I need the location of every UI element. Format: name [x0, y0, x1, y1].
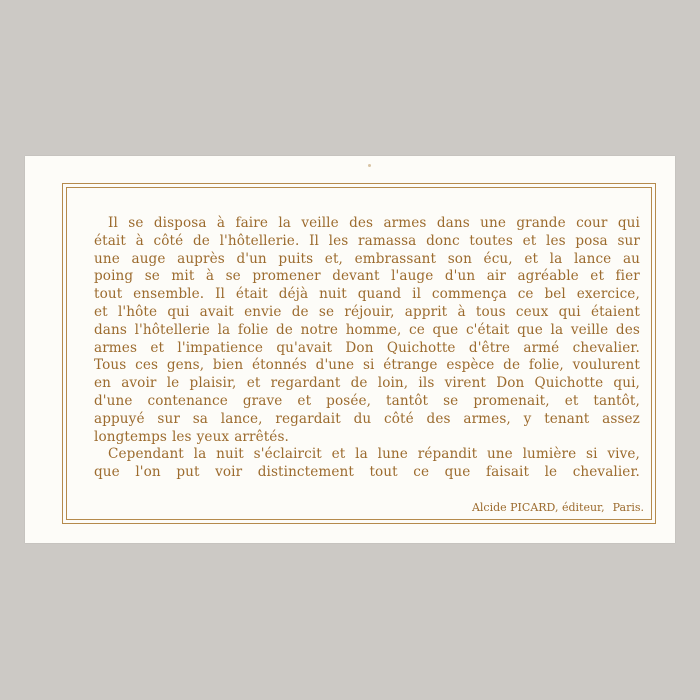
- word: puits: [278, 250, 314, 267]
- word: l'on: [135, 464, 161, 481]
- word: plaisir,: [189, 375, 237, 392]
- word: armes,: [463, 410, 511, 427]
- text-line: [94, 357, 640, 375]
- word: promenait,: [473, 392, 550, 409]
- word: l'hôte: [117, 303, 158, 320]
- word: se: [443, 392, 459, 409]
- word: Il: [215, 286, 225, 303]
- word: étaient: [590, 303, 640, 320]
- word: fier: [615, 268, 640, 285]
- word: des: [349, 215, 374, 231]
- word: tantôt: [386, 392, 429, 409]
- text-line: [94, 429, 640, 447]
- text-line: [94, 464, 640, 482]
- word: en: [94, 375, 111, 392]
- word: poing: [94, 268, 134, 285]
- word: promener: [252, 268, 321, 285]
- word: apprit: [404, 303, 448, 320]
- printed-card: [25, 156, 675, 543]
- word: des: [426, 410, 451, 427]
- word: qu'avait: [276, 339, 333, 356]
- text-line: [94, 286, 640, 304]
- word: contenance: [147, 392, 228, 409]
- word: d'un: [444, 268, 476, 285]
- word: voulurent: [572, 357, 640, 374]
- word: auprès: [177, 250, 225, 267]
- word: veille: [301, 215, 339, 231]
- word: y: [523, 410, 532, 427]
- word: commença: [431, 286, 507, 303]
- word: embrassant: [354, 250, 437, 267]
- word: les: [546, 232, 566, 249]
- text-line: [94, 393, 640, 411]
- word: si: [362, 357, 375, 374]
- word: exercice,: [576, 286, 640, 303]
- word: lune: [377, 446, 408, 463]
- word: Il: [309, 232, 319, 249]
- text-line: [94, 233, 640, 251]
- word: sa: [192, 410, 208, 427]
- word: tout: [94, 286, 123, 303]
- word: cour: [576, 215, 608, 231]
- word: notre: [300, 321, 339, 338]
- word: les: [328, 232, 349, 249]
- word: ce: [413, 464, 430, 481]
- word: une: [480, 215, 506, 231]
- word: regardant: [270, 375, 341, 392]
- word: que: [94, 464, 120, 481]
- word: et: [150, 339, 165, 356]
- word: côté: [153, 232, 184, 249]
- word: dans: [436, 215, 470, 231]
- word: son: [447, 250, 472, 267]
- word: au: [622, 250, 640, 267]
- publisher-name: Alcide PICARD, éditeur,: [471, 501, 605, 514]
- word: voir: [215, 464, 243, 481]
- word: la: [278, 215, 291, 231]
- word: qui: [617, 215, 640, 231]
- word: étrange: [383, 357, 438, 374]
- word: homme,: [345, 321, 402, 338]
- word: sur: [617, 232, 640, 249]
- word: du: [353, 410, 372, 427]
- word: loin,: [377, 375, 409, 392]
- word: de: [503, 357, 521, 374]
- word: les: [171, 428, 192, 445]
- word: une: [486, 446, 513, 463]
- word: d'une: [315, 357, 355, 374]
- word: ces: [135, 357, 159, 374]
- word: sur: [157, 410, 180, 427]
- text-line: [94, 268, 640, 286]
- word: de: [291, 303, 309, 320]
- word: à: [216, 215, 226, 231]
- word: de: [276, 321, 293, 338]
- word: et: [246, 375, 261, 392]
- word: et: [524, 250, 539, 267]
- word: bien: [212, 357, 244, 374]
- word: ramassa: [358, 232, 417, 249]
- paper-speck: [368, 164, 371, 167]
- word: posa: [575, 232, 608, 249]
- word: la: [217, 321, 231, 338]
- word: le: [544, 464, 558, 481]
- word: la: [193, 446, 207, 463]
- word: l'impatience: [177, 339, 264, 356]
- word: air: [486, 268, 506, 285]
- word: d'un: [236, 250, 267, 267]
- word: s'éclaircit: [253, 446, 322, 463]
- word: et: [522, 232, 537, 249]
- word: et: [297, 392, 312, 409]
- word: qui: [167, 303, 190, 320]
- word: Quichotte: [386, 339, 456, 356]
- word: ce: [517, 286, 534, 303]
- word: tous: [475, 303, 506, 320]
- word: devant: [332, 268, 380, 285]
- word: put: [176, 464, 200, 481]
- word: la: [355, 446, 368, 463]
- word: lance: [573, 250, 612, 267]
- word: appuyé: [94, 410, 145, 427]
- word: Don: [345, 339, 374, 356]
- word: des: [615, 321, 640, 338]
- word: lance,: [220, 410, 263, 427]
- word: longtemps: [94, 428, 167, 445]
- word: tantôt,: [593, 392, 640, 409]
- text-line: [94, 411, 640, 429]
- word: armes: [383, 215, 427, 231]
- word: d'une: [94, 392, 133, 409]
- word: Quichotte: [534, 375, 604, 392]
- word: répandit: [417, 446, 478, 463]
- word: la: [549, 250, 563, 267]
- word: si: [586, 446, 598, 463]
- publisher-city: Paris.: [612, 501, 644, 514]
- word: c'était: [465, 321, 510, 338]
- word: le: [166, 375, 180, 392]
- word: d'être: [468, 339, 511, 356]
- word: avait: [199, 303, 234, 320]
- word: à: [135, 232, 144, 249]
- word: que: [432, 321, 459, 338]
- word: Il: [108, 215, 118, 231]
- word: agréable: [517, 268, 579, 285]
- word: envie: [244, 303, 282, 320]
- word: de: [192, 232, 210, 249]
- word: côté: [384, 410, 414, 427]
- word: mit: [171, 268, 195, 285]
- word: de: [350, 375, 368, 392]
- word: ils: [418, 375, 435, 392]
- word: folie,: [528, 357, 564, 374]
- word: vive,: [607, 446, 640, 463]
- word: se: [128, 215, 144, 231]
- word: lumière: [522, 446, 577, 463]
- text-line: [94, 304, 640, 322]
- word: grande: [516, 215, 566, 231]
- word: nuit: [319, 286, 347, 303]
- word: l'hôtellerie.: [219, 232, 300, 249]
- word: se: [144, 268, 160, 285]
- word: chevalier.: [572, 339, 640, 356]
- story-text: [94, 215, 640, 482]
- word: et: [94, 303, 108, 320]
- word: qui,: [613, 375, 640, 392]
- word: disposa: [153, 215, 207, 231]
- word: Don: [496, 375, 525, 392]
- word: à: [205, 268, 215, 285]
- word: quand: [357, 286, 402, 303]
- word: à: [457, 303, 466, 320]
- word: ceux: [515, 303, 549, 320]
- text-line: [94, 322, 640, 340]
- word: auge: [131, 250, 166, 267]
- word: écu,: [483, 250, 513, 267]
- word: yeux: [196, 428, 230, 445]
- word: Cependant: [108, 446, 184, 463]
- word: toutes: [469, 232, 513, 249]
- word: une: [94, 250, 120, 267]
- word: nuit: [216, 446, 244, 463]
- word: était: [235, 286, 268, 303]
- word: l'hôtellerie: [134, 321, 210, 338]
- word: et: [564, 392, 579, 409]
- word: faire: [235, 215, 268, 231]
- word: folie: [237, 321, 269, 338]
- publisher-imprint: [472, 501, 644, 514]
- word: gens,: [166, 357, 205, 374]
- word: posée,: [326, 392, 372, 409]
- word: était: [94, 232, 126, 249]
- word: virent: [444, 375, 486, 392]
- word: dans: [94, 321, 127, 338]
- word: espèce: [446, 357, 495, 374]
- word: se: [225, 268, 241, 285]
- text-line: [94, 375, 640, 393]
- word: tout: [369, 464, 398, 481]
- word: étonnés: [251, 357, 307, 374]
- word: se: [318, 303, 335, 320]
- word: et: [590, 268, 605, 285]
- word: avoir: [121, 375, 157, 392]
- word: tenant: [544, 410, 590, 427]
- word: la: [550, 321, 564, 338]
- word: déjà: [278, 286, 309, 303]
- word: ce: [409, 321, 425, 338]
- text-line: [94, 215, 640, 233]
- word: regardait: [275, 410, 341, 427]
- word: armé: [523, 339, 560, 356]
- word: armes: [94, 339, 138, 356]
- word: il: [412, 286, 422, 303]
- word: et,: [324, 250, 343, 267]
- word: Tous: [94, 357, 127, 374]
- text-line: [94, 340, 640, 358]
- word: réjouir,: [344, 303, 395, 320]
- word: grave: [242, 392, 283, 409]
- word: l'auge: [391, 268, 434, 285]
- text-line: [94, 446, 640, 464]
- word: distinctement: [257, 464, 354, 481]
- word: faisait: [485, 464, 530, 481]
- word: arrêtés.: [234, 428, 289, 445]
- word: que: [444, 464, 471, 481]
- word: assez: [602, 410, 640, 427]
- word: que: [517, 321, 543, 338]
- word: donc: [426, 232, 460, 249]
- text-line: [94, 251, 640, 269]
- word: et: [331, 446, 346, 463]
- word: veille: [570, 321, 609, 338]
- word: ensemble.: [133, 286, 205, 303]
- word: chevalier.: [572, 464, 640, 481]
- word: qui: [558, 303, 581, 320]
- word: bel: [544, 286, 566, 303]
